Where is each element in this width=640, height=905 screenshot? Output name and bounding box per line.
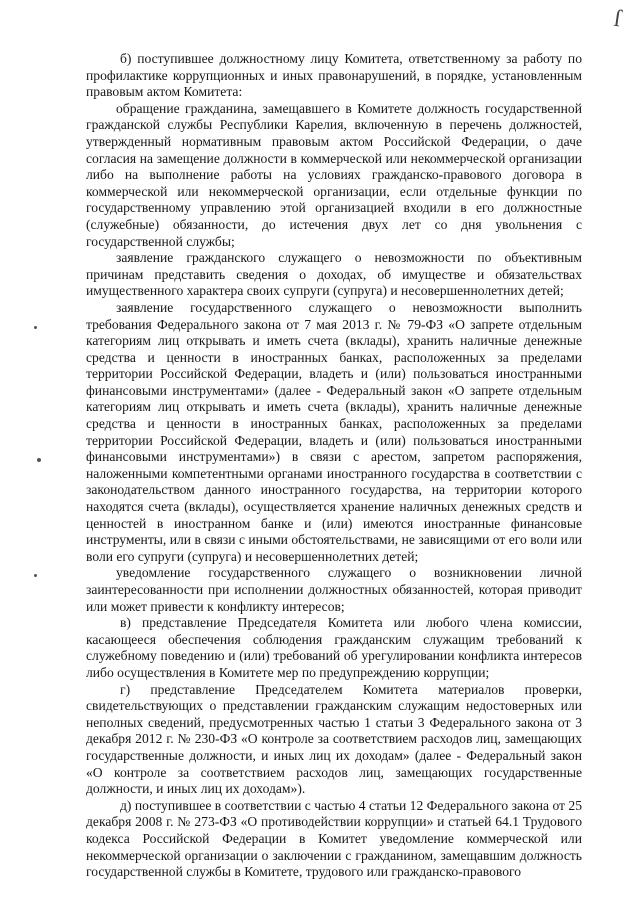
scan-speck xyxy=(34,574,37,577)
document-body xyxy=(86,51,582,881)
paragraph-b: б) поступившее должностному лицу Комитета, ответственному за работу по профилактике коррупционных и иных правонарушений, в порядке, установленным правовым актом Комитета: xyxy=(86,51,582,100)
paragraph-v: в) представление Председателя Комитета или любого члена комиссии, касающееся обеспечения соблюдения гражданским служащим требований к служебному поведению и (или) требований об урегулировании конфликта интересов либо осуществления в Комитете мер по предупреждению коррупции; xyxy=(86,615,582,680)
paragraph-d: д) поступившее в соответствии с частью 4 статьи 12 Федерального закона от 25 декабря 2008 г. № 273-ФЗ «О противодействии коррупции» и статьей 64.1 Трудового кодекса Российской Федерации в Комитет уведомление коммерческой или некоммерческой организации о заключении с гражданином, замещавшим должность государственной службы в Комитете, трудового или гражданско-правового xyxy=(86,797,582,880)
handwritten-corner-mark: ſ xyxy=(612,5,623,33)
paragraph-conflict-notice: уведомление государственного служащего о возникновении личной заинтересованности при исполнении должностных обязанностей, которая приводит или может привести к конфликту интересов; xyxy=(86,565,582,614)
paragraph-foreign-accounts: заявление государственного служащего о невозможности выполнить требования Федерального закона от 7 мая 2013 г. № 79-ФЗ «О запрете отдельным категориям лиц открывать и иметь счета (вклады), хранить наличные денежные средства и ценности в иностранных банках, расположенных за пределами территории Российской Федерации, владеть и (или) пользоваться иностранными финансовыми инструментами» (далее - Федеральный закон «О запрете отдельным категориям лиц открывать и иметь счета (вклады), хранить наличные денежные средства и ценности в иностранных банках, расположенных за пределами территории Российской Федерации, владеть и (или) пользоваться иностранными финансовыми инструментами») в связи с арестом, запретом распоряжения, наложенными компетентными органами иностранного государства в соответствии с законодательством данного иностранного государства, на территории которого находятся счета (вклады), осуществляется хранение наличных денежных средств и ценностей в иностранном банке и (или) имеются иностранные финансовые инструменты, или в связи с иными обстоятельствами, не зависящими от его воли или воли его супруги (супруга) и несовершеннолетних детей; xyxy=(86,299,582,564)
paragraph-income-statement: заявление гражданского служащего о невозможности по объективным причинам представить сведения о доходах, об имуществе и обязательствах имущественного характера своих супруги (супруга) и несовершеннолетних детей; xyxy=(86,250,582,299)
scan-speck xyxy=(34,326,37,329)
paragraph-g: г) представление Председателем Комитета материалов проверки, свидетельствующих о представлении гражданским служащим недостоверных или неполных сведений, предусмотренных частью 1 статьи 3 Федерального закона от 3 декабря 2012 г. № 230-ФЗ «О контроле за соответствием расходов лиц, замещающих государственные должности, и иных лиц их доходам» (далее - Федеральный закон «О контроле за соответствием расходов лиц, замещающих государственные должности, и иных лиц их доходам»). xyxy=(86,681,582,797)
scan-speck xyxy=(37,458,41,462)
paragraph-appeal: обращение гражданина, замещавшего в Комитете должность государственной гражданской службы Республики Карелия, включенную в перечень должностей, утвержденный нормативным правовым актом Российской Федерации, о даче согласия на замещение должности в коммерческой или некоммерческой организации либо на выполнение работы на условиях гражданско-правового договора в коммерческой или некоммерческой организации, если отдельные функции по государственному управлению этой организацией входили в его должностные (служебные) обязанности, до истечения двух лет со дня увольнения с государственной службы; xyxy=(86,100,582,249)
